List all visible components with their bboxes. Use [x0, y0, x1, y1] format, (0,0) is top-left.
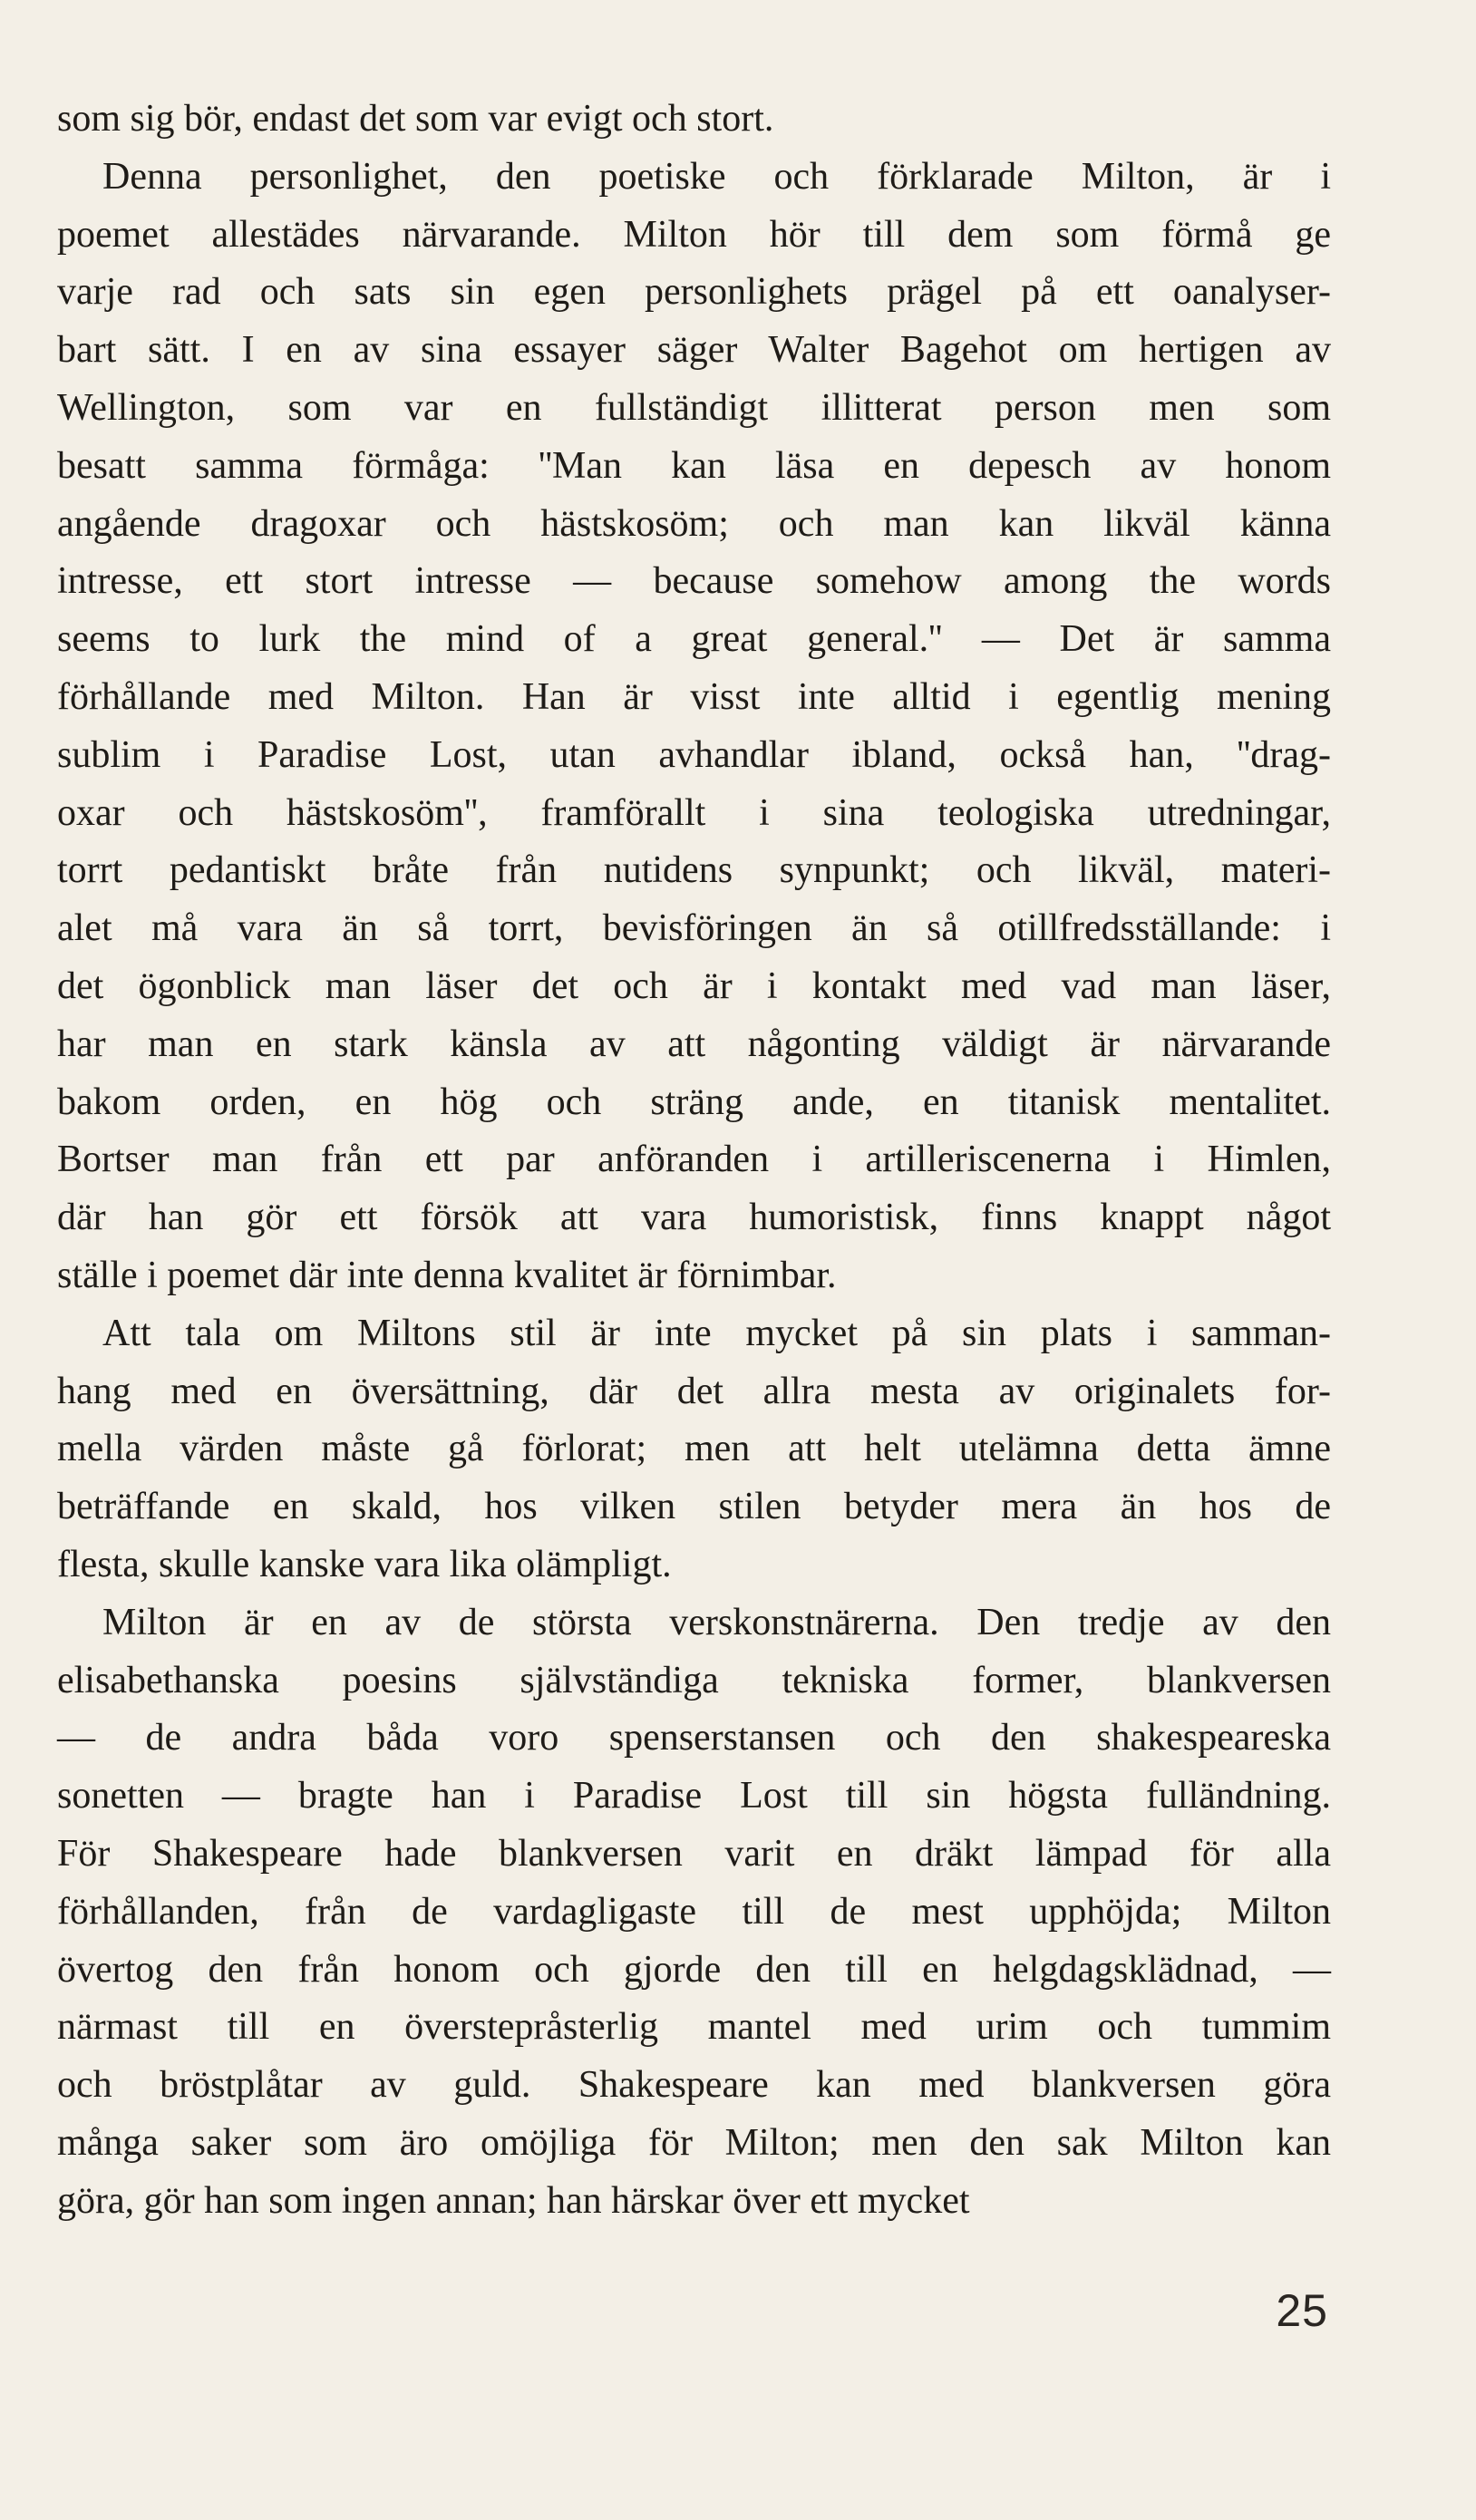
text-line: som sig bör, endast det som var evigt och stort.	[57, 98, 774, 140]
text-line: ställe i poemet där inte denna kvalitet är förnimbar.	[57, 1254, 837, 1296]
text-line: hang med en översättning, där det allra mesta av originalets for-	[57, 1370, 1331, 1412]
text-line: förhållande med Milton. Han är visst inte alltid i egentlig mening	[57, 675, 1331, 718]
paragraph	[57, 149, 1331, 1305]
text-line: angående dragoxar och hästskosöm; och man kan likväl känna	[57, 502, 1331, 545]
text-line: poemet allestädes närvarande. Milton hör till dem som förmå ge	[57, 213, 1331, 256]
text-line: Wellington, som var en fullständigt illitterat person men som	[57, 386, 1331, 429]
text-line: beträffande en skald, hos vilken stilen betyder mera än hos de	[57, 1486, 1331, 1528]
text-line: seems to lurk the mind of a great general.'' — Det är samma	[57, 618, 1331, 661]
page-number: 25	[1276, 2285, 1328, 2336]
body-text	[57, 91, 1331, 2230]
text-line: För Shakespeare hade blankversen varit en dräkt lämpad för alla	[57, 1832, 1331, 1875]
text-line: mella värden måste gå förlorat; men att helt utelämna detta ämne	[57, 1428, 1331, 1470]
text-line: alet må vara än så torrt, bevisföringen än så otillfredsställande: i	[57, 907, 1331, 950]
text-line: elisabethanska poesins självständiga tekniska former, blankversen	[57, 1659, 1331, 1701]
text-line: intresse, ett stort intresse — because somehow among the words	[57, 560, 1331, 603]
text-line: göra, gör han som ingen annan; han härskar över ett mycket	[57, 2179, 970, 2222]
text-line: många saker som äro omöjliga för Milton; men den sak Milton kan	[57, 2121, 1331, 2164]
text-line: övertog den från honom och gjorde den till en helgdagsklädnad, —	[57, 1948, 1331, 1991]
paragraph	[57, 91, 1331, 149]
text-line: — de andra båda voro spenserstansen och den shakespeareska	[57, 1717, 1331, 1759]
text-line: det ögonblick man läser det och är i kontakt med vad man läser,	[57, 964, 1331, 1007]
text-line: varje rad och sats sin egen personlighets prägel på ett oanalyser-	[57, 271, 1331, 314]
text-line: har man en stark känsla av att någonting väldigt är närvarande	[57, 1023, 1331, 1065]
text-line: torrt pedantiskt bråte från nutidens synpunkt; och likväl, materi-	[57, 849, 1331, 892]
text-line: oxar och hästskosöm'', framförallt i sina teologiska utredningar,	[57, 791, 1331, 834]
text-line: Bortser man från ett par anföranden i artilleriscenerna i Himlen,	[57, 1139, 1331, 1181]
text-line: där han gör ett försök att vara humoristisk, finns knappt något	[57, 1197, 1331, 1239]
text-line: Att tala om Miltons stil är inte mycket på sin plats i samman-	[102, 1312, 1331, 1354]
text-line: bakom orden, en hög och sträng ande, en titanisk mentalitet.	[57, 1081, 1331, 1123]
text-line: närmast till en överstepråsterlig mantel med urim och tummim	[57, 2006, 1331, 2049]
text-line: och bröstplåtar av guld. Shakespeare kan med blankversen göra	[57, 2064, 1331, 2107]
text-line: besatt samma förmåga: ''Man kan läsa en depesch av honom	[57, 444, 1331, 487]
text-line: flesta, skulle kanske vara lika olämpligt.	[57, 1543, 672, 1585]
text-line: Denna personlighet, den poetiske och förklarade Milton, är i	[102, 155, 1331, 198]
text-line: sublim i Paradise Lost, utan avhandlar ibland, också han, ''drag-	[57, 733, 1331, 776]
text-line: förhållanden, från de vardagligaste till de mest upphöjda; Milton	[57, 1890, 1331, 1933]
text-line: sonetten — bragte han i Paradise Lost till sin högsta fulländning.	[57, 1775, 1331, 1817]
text-line: Milton är en av de största verskonstnärerna. Den tredje av den	[102, 1601, 1331, 1643]
paragraph	[57, 1594, 1331, 2231]
text-line: bart sätt. I en av sina essayer säger Walter Bagehot om hertigen av	[57, 329, 1331, 372]
paragraph	[57, 1305, 1331, 1594]
